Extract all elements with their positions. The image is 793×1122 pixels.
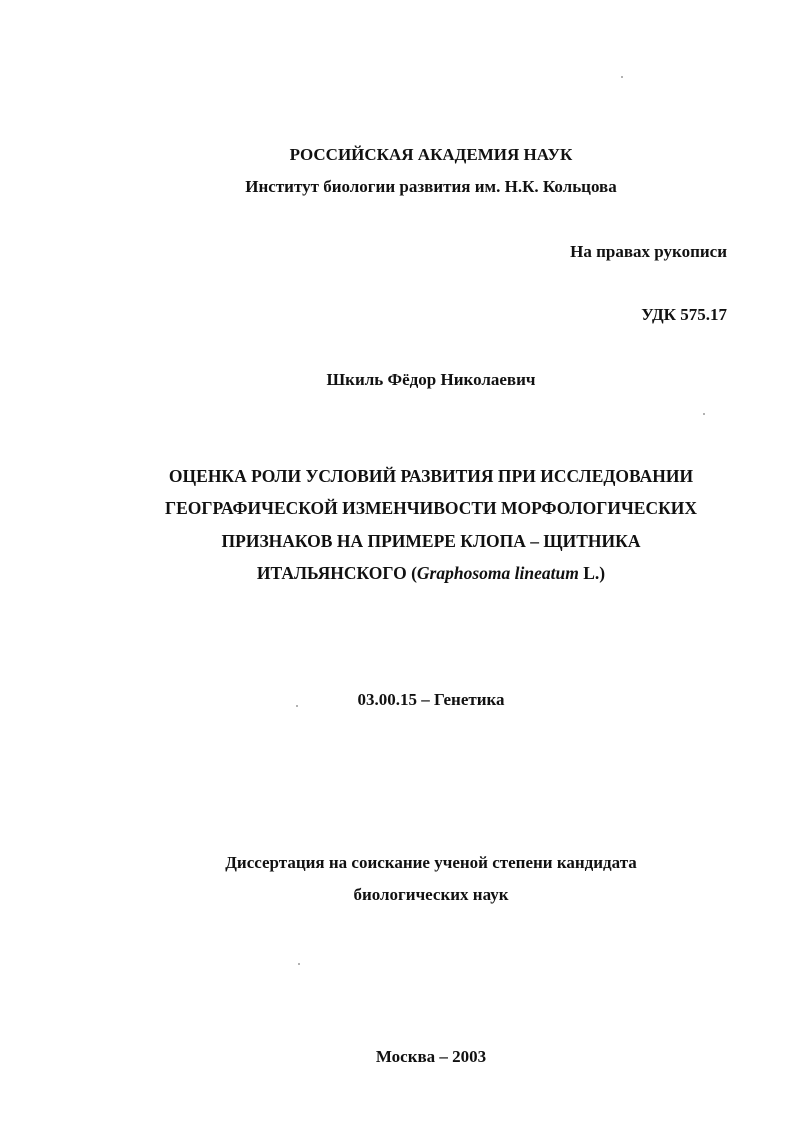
academy-name: РОССИЙСКАЯ АКАДЕМИЯ НАУК [289,145,573,164]
degree-line-1: Диссертация на соискание ученой степени кандидата [225,853,637,872]
scan-speck [296,705,298,707]
degree-line-2: биологических наук [353,885,509,904]
title-line-1: ОЦЕНКА РОЛИ УСЛОВИЙ РАЗВИТИЯ ПРИ ИССЛЕДОВАНИИ [168,466,694,486]
place-and-year: Москва – 2003 [375,1047,487,1066]
institute-name: Институт биологии развития им. Н.К. Кольцова [245,177,617,196]
author-name: Шкиль Фёдор Николаевич [326,370,536,389]
udc-code: УДК 575.17 [641,305,727,324]
title-line-4-prefix: ИТАЛЬЯНСКОГО ( [256,563,417,583]
title-line-3: ПРИЗНАКОВ НА ПРИМЕРЕ КЛОПА – ЩИТНИКА [221,531,641,551]
title-line-4-suffix: L.) [578,563,606,583]
scan-speck [621,76,623,78]
manuscript-note: На правах рукописи [570,242,727,261]
title-line-2: ГЕОГРАФИЧЕСКОЙ ИЗМЕНЧИВОСТИ МОРФОЛОГИЧЕСКИХ [164,498,698,518]
specialty-code: 03.00.15 – Генетика [357,690,505,709]
scan-speck [298,963,300,965]
title-line-4 [0,563,793,583]
species-name: Graphosoma lineatum [416,563,579,583]
scan-speck [703,413,705,415]
